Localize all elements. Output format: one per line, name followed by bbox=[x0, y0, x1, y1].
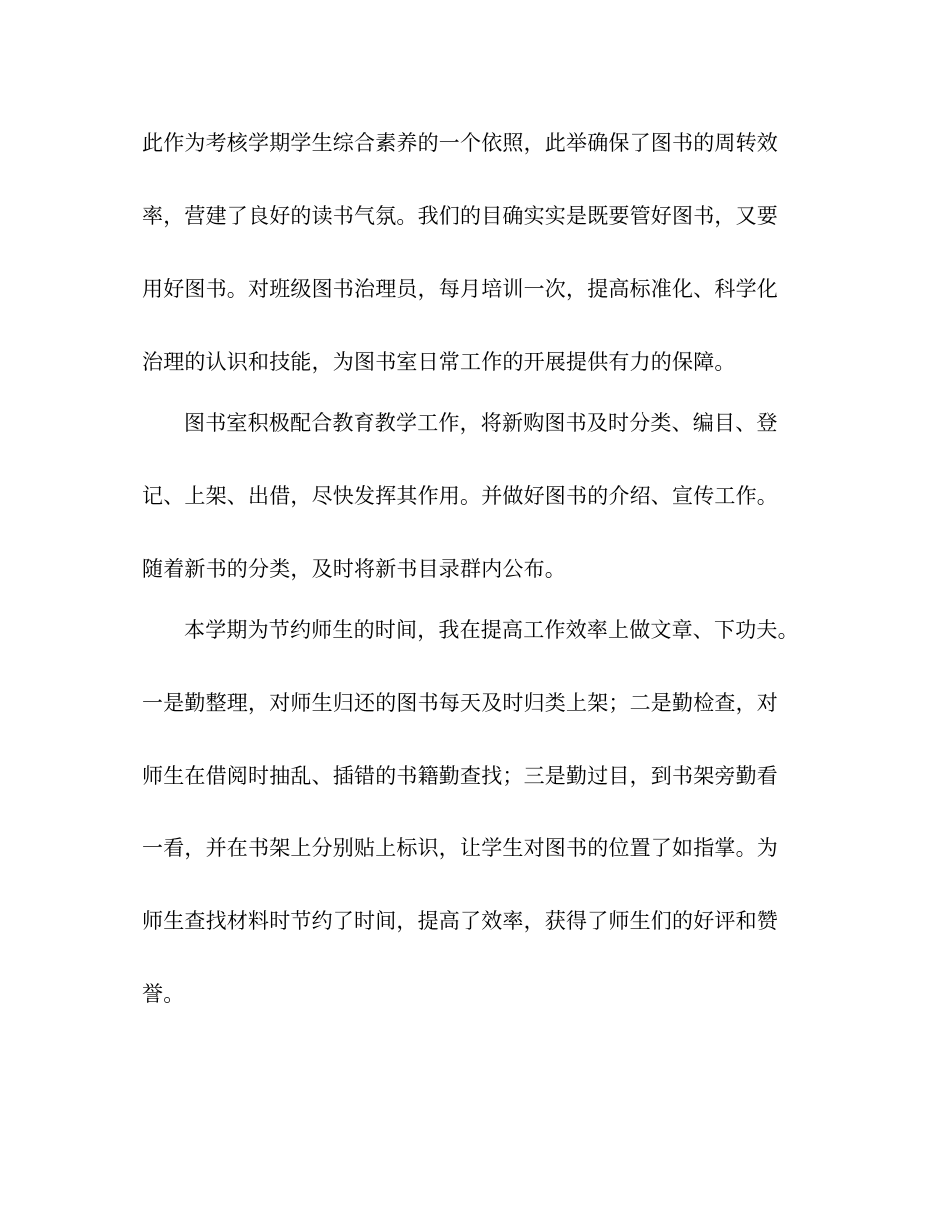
text-line: 誉。 bbox=[142, 982, 185, 1006]
text-line: 一是勤整理，对师生归还的图书每天及时归类上架；二是勤检查，对 bbox=[142, 691, 778, 715]
text-line: 一看，并在书架上分别贴上标识，让学生对图书的位置了如指掌。为 bbox=[142, 836, 778, 860]
paragraph-first-line: 本学期为节约师生的时间，我在提高工作效率上做文章、下功夫。 bbox=[184, 618, 799, 642]
text-line: 此作为考核学期学生综合素养的一个依照，此举确保了图书的周转效 bbox=[142, 131, 778, 155]
text-line: 率，营建了良好的读书气氛。我们的目确实实是既要管好图书，又要 bbox=[142, 204, 778, 228]
text-line: 师生在借阅时抽乱、插错的书籍勤查找；三是勤过目，到书架旁勤看 bbox=[142, 764, 778, 788]
paragraph-first-line: 图书室积极配合教育教学工作，将新购图书及时分类、编目、登 bbox=[184, 411, 778, 435]
text-line: 师生查找材料时节约了时间，提高了效率，获得了师生们的好评和赞 bbox=[142, 909, 778, 933]
text-line: 用好图书。对班级图书治理员，每月培训一次，提高标准化、科学化 bbox=[142, 277, 778, 301]
text-line: 随着新书的分类，及时将新书目录群内公布。 bbox=[142, 557, 566, 581]
text-line: 治理的认识和技能，为图书室日常工作的开展提供有力的保障。 bbox=[142, 350, 736, 374]
text-line: 记、上架、出借，尽快发挥其作用。并做好图书的介绍、宣传工作。 bbox=[142, 484, 778, 508]
